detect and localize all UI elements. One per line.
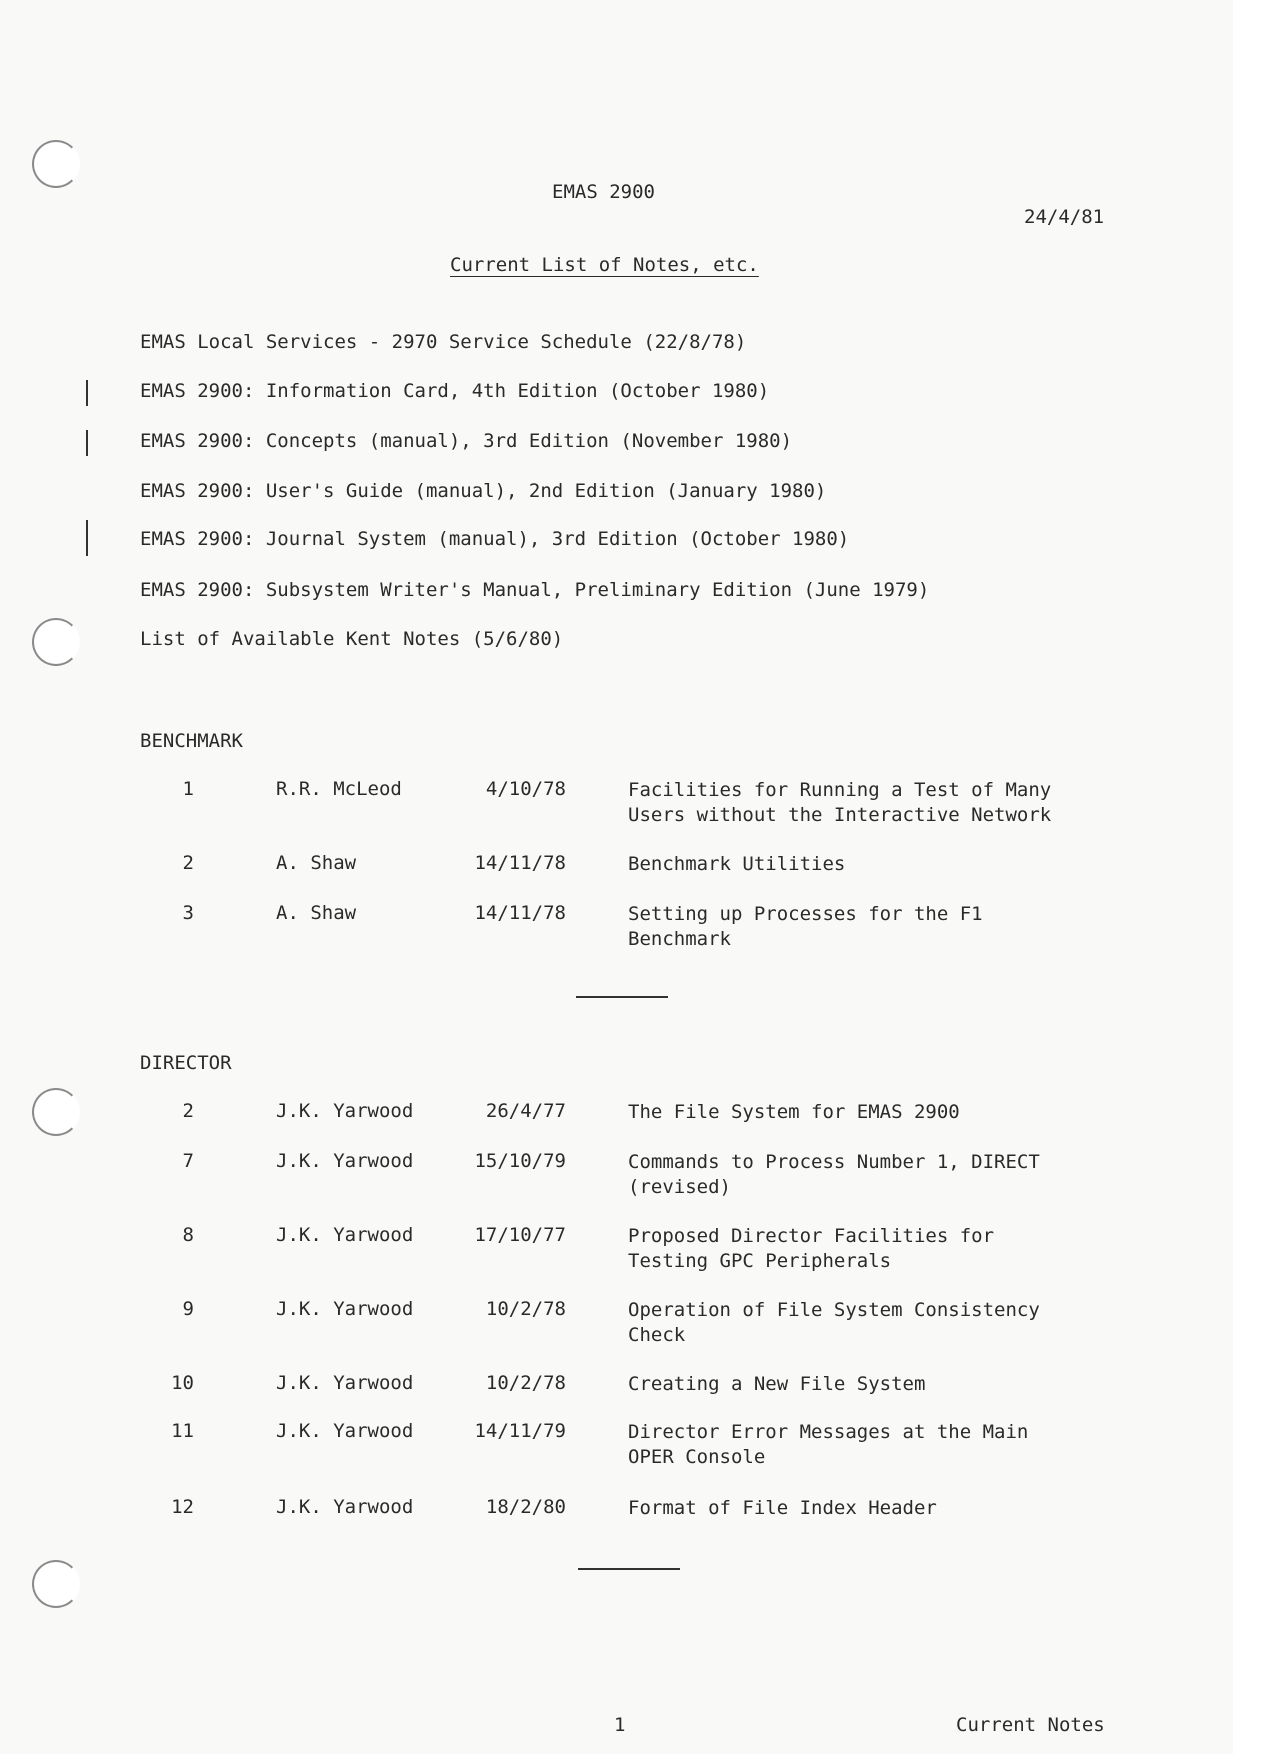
note-author: J.K. Yarwood [276, 1372, 414, 1394]
note-date: 18/2/80 [485, 1496, 566, 1518]
section-heading: DIRECTOR [140, 1052, 232, 1074]
section-divider [578, 1568, 680, 1570]
punch-hole [32, 618, 80, 666]
note-author: J.K. Yarwood [276, 1298, 414, 1320]
footer-title: Current Notes [956, 1714, 1105, 1736]
note-author: R.R. McLeod [276, 778, 402, 800]
publication-item: EMAS 2900: Concepts (manual), 3rd Edition (November 1980) [140, 430, 793, 452]
note-author: J.K. Yarwood [276, 1150, 414, 1172]
note-date: 26/4/77 [485, 1100, 566, 1122]
note-date: 14/11/78 [474, 852, 566, 874]
note-description: The File System for EMAS 2900 [628, 1101, 960, 1123]
note-author: J.K. Yarwood [276, 1496, 414, 1518]
punch-hole [32, 140, 80, 188]
publication-item: EMAS Local Services - 2970 Service Schedule (22/8/78) [140, 331, 747, 353]
note-number: 2 [182, 1100, 194, 1122]
page-number: 1 [614, 1714, 626, 1736]
note-description: Setting up Processes for the F1 Benchmark [628, 903, 983, 950]
note-date: 10/2/78 [485, 1298, 566, 1320]
note-row [0, 1150, 1275, 1210]
note-description: Format of File Index Header [628, 1497, 937, 1519]
note-description: Proposed Director Facilities for Testing GPC Peripherals [628, 1225, 995, 1272]
note-number: 9 [182, 1298, 194, 1320]
note-number: 7 [182, 1150, 194, 1172]
note-row [0, 1496, 1275, 1556]
publication-item: EMAS 2900: Subsystem Writer's Manual, Preliminary Edition (June 1979) [140, 579, 930, 601]
note-date: 14/11/79 [474, 1420, 566, 1442]
note-number: 2 [182, 852, 194, 874]
note-author: A. Shaw [276, 902, 357, 924]
note-number: 8 [182, 1224, 194, 1246]
publication-item: EMAS 2900: Journal System (manual), 3rd Edition (October 1980) [140, 528, 850, 550]
note-row [0, 902, 1275, 962]
document-date: 24/4/81 [1024, 206, 1105, 228]
note-date: 17/10/77 [474, 1224, 566, 1246]
note-number: 11 [171, 1420, 194, 1442]
publication-item: EMAS 2900: User's Guide (manual), 2nd Edition (January 1980) [140, 480, 827, 502]
note-row [0, 778, 1275, 838]
note-number: 3 [182, 902, 194, 924]
note-row [0, 1224, 1275, 1284]
publication-item: List of Available Kent Notes (5/6/80) [140, 628, 564, 650]
margin-change-bar [86, 520, 88, 556]
note-description: Operation of File System Consistency Check [628, 1299, 1040, 1346]
note-description: Commands to Process Number 1, DIRECT (revised) [628, 1151, 1040, 1198]
note-description: Benchmark Utilities [628, 853, 846, 875]
note-row [0, 1298, 1275, 1358]
note-author: J.K. Yarwood [276, 1224, 414, 1246]
note-date: 14/11/78 [474, 902, 566, 924]
note-date: 4/10/78 [485, 778, 566, 800]
note-description: Facilities for Running a Test of Many Users without the Interactive Network [628, 779, 1052, 826]
punch-hole [32, 1560, 80, 1608]
list-heading: Current List of Notes, etc. [450, 254, 759, 276]
note-author: J.K. Yarwood [276, 1100, 414, 1122]
section-divider [576, 996, 668, 998]
margin-change-bar [86, 380, 88, 406]
note-number: 1 [182, 778, 194, 800]
note-row [0, 1420, 1275, 1480]
note-date: 10/2/78 [485, 1372, 566, 1394]
note-description: Creating a New File System [628, 1373, 926, 1395]
margin-change-bar [86, 430, 88, 456]
document-title: EMAS 2900 [552, 181, 655, 203]
note-date: 15/10/79 [474, 1150, 566, 1172]
note-number: 10 [171, 1372, 194, 1394]
section-heading: BENCHMARK [140, 730, 243, 752]
note-author: A. Shaw [276, 852, 357, 874]
note-author: J.K. Yarwood [276, 1420, 414, 1442]
publication-item: EMAS 2900: Information Card, 4th Edition (October 1980) [140, 380, 770, 402]
note-number: 12 [171, 1496, 194, 1518]
note-description: Director Error Messages at the Main OPER Console [628, 1421, 1029, 1468]
